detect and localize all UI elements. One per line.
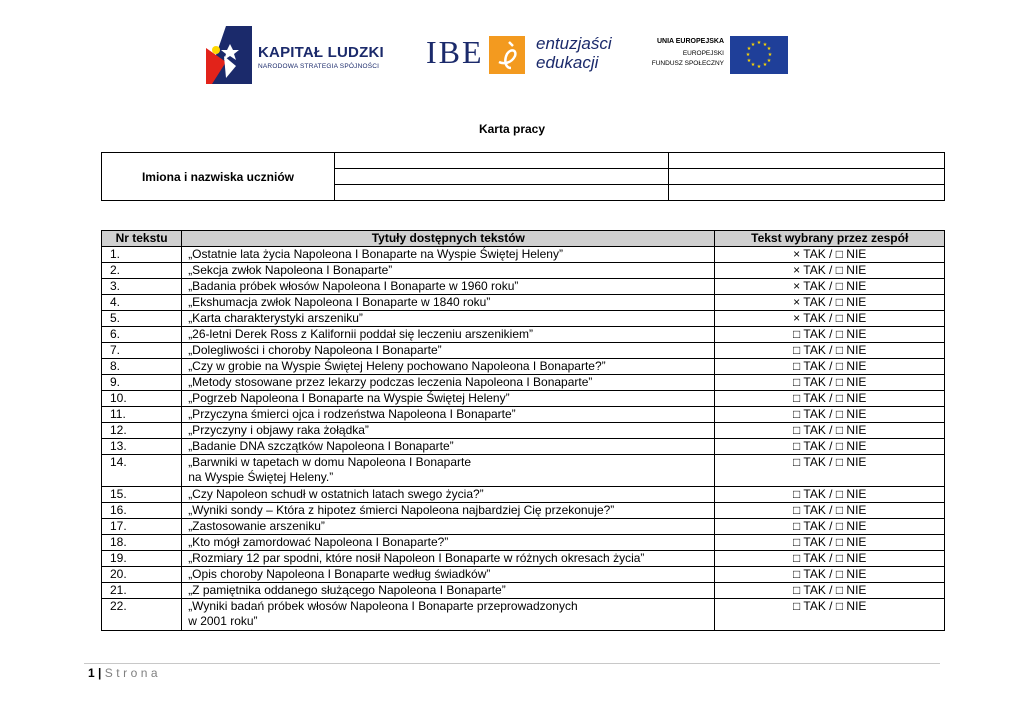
- svg-text:★: ★: [746, 46, 752, 52]
- footer-divider: [84, 663, 940, 664]
- text-title-line: „Karta charakterystyki arszeniku”: [188, 311, 363, 325]
- selection-checkbox[interactable]: □ TAK / □ NIE: [715, 551, 945, 567]
- text-title: [182, 279, 715, 295]
- svg-text:★: ★: [745, 52, 751, 58]
- text-title: [182, 391, 715, 407]
- table-row: [102, 295, 945, 311]
- text-title: [182, 455, 715, 487]
- svg-text:★: ★: [767, 52, 773, 58]
- text-title: [182, 407, 715, 423]
- text-number: 15.: [102, 487, 182, 503]
- svg-text:★: ★: [766, 58, 772, 64]
- selection-checkbox[interactable]: □ TAK / □ NIE: [715, 439, 945, 455]
- selection-checkbox[interactable]: □ TAK / □ NIE: [715, 599, 945, 631]
- text-title-line: „Przyczyna śmierci ojca i rodzeństwa Napoleona I Bonaparte”: [188, 407, 516, 421]
- texts-table: [101, 230, 945, 631]
- table-row: [102, 599, 945, 631]
- kapital-ludzki-logo: [206, 26, 396, 84]
- column-header-nr: Nr tekstu: [102, 231, 182, 247]
- text-title-line: „Kto mógł zamordować Napoleona I Bonaparte?”: [188, 535, 449, 549]
- eu-line-2: EUROPEJSKI: [682, 50, 724, 57]
- text-title-line: „Barwniki w tapetach w domu Napoleona I Bonaparte: [188, 455, 472, 469]
- text-title-line: „Przyczyny i objawy raka żołądka”: [188, 423, 369, 437]
- text-number: 5.: [102, 311, 182, 327]
- text-title-line: „Czy Napoleon schudł w ostatnich latach swego życia?”: [188, 487, 484, 501]
- table-row: [102, 567, 945, 583]
- table-row: [102, 455, 945, 487]
- table-row: [102, 423, 945, 439]
- text-title-line: w 2001 roku”: [188, 614, 258, 628]
- table-row: [102, 551, 945, 567]
- ibe-name: IBE: [426, 34, 484, 70]
- eu-logo: [644, 36, 790, 76]
- text-number: 11.: [102, 407, 182, 423]
- text-title-line: „Zastosowanie arszeniku”: [188, 519, 325, 533]
- text-title: [182, 567, 715, 583]
- selection-checkbox[interactable]: × TAK / □ NIE: [715, 263, 945, 279]
- text-title-line: „Ostatnie lata życia Napoleona I Bonaparte na Wyspie Świętej Heleny”: [188, 247, 563, 261]
- svg-text:★: ★: [756, 40, 762, 46]
- selection-checkbox[interactable]: □ TAK / □ NIE: [715, 567, 945, 583]
- text-title: [182, 375, 715, 391]
- text-title: [182, 503, 715, 519]
- text-number: 21.: [102, 583, 182, 599]
- text-title-line: „Pogrzeb Napoleona I Bonaparte na Wyspie Świętej Heleny”: [188, 391, 510, 405]
- student-name-cell[interactable]: [669, 153, 945, 169]
- footer-separator: |: [98, 666, 102, 680]
- text-title: [182, 439, 715, 455]
- text-title-line: „26-letni Derek Ross z Kalifornii poddał się leczeniu arszenikiem”: [188, 327, 533, 341]
- selection-checkbox[interactable]: □ TAK / □ NIE: [715, 327, 945, 343]
- text-title-line: „Wyniki badań próbek włosów Napoleona I Bonaparte przeprowadzonych: [188, 599, 578, 613]
- selection-checkbox[interactable]: □ TAK / □ NIE: [715, 391, 945, 407]
- text-title-line: „Dolegliwości i choroby Napoleona I Bonaparte”: [188, 343, 442, 357]
- kapital-ludzki-title: KAPITAŁ LUDZKI: [258, 44, 384, 61]
- text-title: [182, 599, 715, 631]
- table-row: [102, 535, 945, 551]
- text-title: [182, 535, 715, 551]
- text-number: 7.: [102, 343, 182, 359]
- table-row: [102, 311, 945, 327]
- column-header-selected: Tekst wybrany przez zespół: [715, 231, 945, 247]
- text-title: [182, 247, 715, 263]
- text-title-line: „Badania próbek włosów Napoleona I Bonaparte w 1960 roku”: [188, 279, 519, 293]
- text-title-line: na Wyspie Świętej Heleny.”: [188, 470, 334, 484]
- text-title: [182, 327, 715, 343]
- selection-checkbox[interactable]: □ TAK / □ NIE: [715, 343, 945, 359]
- svg-text:★: ★: [756, 64, 762, 70]
- text-number: 16.: [102, 503, 182, 519]
- students-label: Imiona i nazwiska uczniów: [102, 153, 335, 201]
- student-name-cell[interactable]: [669, 185, 945, 201]
- svg-text:★: ★: [762, 62, 768, 68]
- text-number: 3.: [102, 279, 182, 295]
- text-title: [182, 295, 715, 311]
- table-row: [102, 247, 945, 263]
- page-footer: [88, 666, 161, 680]
- text-title-line: „Z pamiętnika oddanego służącego Napoleona I Bonaparte”: [188, 583, 506, 597]
- text-number: 20.: [102, 567, 182, 583]
- table-row: [102, 519, 945, 535]
- ibe-logo: [426, 32, 616, 78]
- svg-text:★: ★: [750, 42, 756, 48]
- svg-text:★: ★: [746, 58, 752, 64]
- table-row: [102, 487, 945, 503]
- table-row: [102, 327, 945, 343]
- text-number: 17.: [102, 519, 182, 535]
- table-row: [102, 375, 945, 391]
- selection-checkbox[interactable]: □ TAK / □ NIE: [715, 375, 945, 391]
- svg-text:★: ★: [766, 46, 772, 52]
- page-number: 1: [88, 666, 95, 680]
- table-row: [102, 343, 945, 359]
- eu-line-1: UNIA EUROPEJSKA: [656, 38, 724, 45]
- footer-label: Strona: [104, 666, 162, 680]
- text-title-line: „Rozmiary 12 par spodni, które nosił Napoleon I Bonaparte w różnych okresach życia”: [188, 551, 645, 565]
- text-number: 18.: [102, 535, 182, 551]
- selection-checkbox[interactable]: × TAK / □ NIE: [715, 311, 945, 327]
- kapital-ludzki-emblem-icon: [206, 26, 252, 84]
- text-number: 9.: [102, 375, 182, 391]
- text-title: [182, 423, 715, 439]
- text-number: 22.: [102, 599, 182, 631]
- text-title: [182, 519, 715, 535]
- selection-checkbox[interactable]: □ TAK / □ NIE: [715, 359, 945, 375]
- eu-line-3: FUNDUSZ SPOŁECZNY: [651, 60, 724, 67]
- text-number: 13.: [102, 439, 182, 455]
- text-number: 14.: [102, 455, 182, 487]
- column-header-title: Tytuły dostępnych tekstów: [182, 231, 715, 247]
- ibe-tagline-1: entuzjaści: [536, 34, 612, 53]
- text-number: 1.: [102, 247, 182, 263]
- selection-checkbox[interactable]: □ TAK / □ NIE: [715, 519, 945, 535]
- table-row: [102, 359, 945, 375]
- student-name-cell[interactable]: [335, 153, 669, 169]
- page-title: Karta pracy: [478, 122, 546, 136]
- text-title: [182, 263, 715, 279]
- text-title: [182, 343, 715, 359]
- selection-checkbox[interactable]: × TAK / □ NIE: [715, 295, 945, 311]
- text-title-line: „Wyniki sondy – Która z hipotez śmierci Napoleona najbardziej Cię przekonuje?”: [188, 503, 615, 517]
- selection-checkbox[interactable]: □ TAK / □ NIE: [715, 535, 945, 551]
- text-title: [182, 311, 715, 327]
- kapital-ludzki-subtitle: NARODOWA STRATEGIA SPÓJNOŚCI: [258, 63, 380, 70]
- text-title-line: „Opis choroby Napoleona I Bonaparte według świadków”: [188, 567, 491, 581]
- text-title-line: „Badanie DNA szczątków Napoleona I Bonaparte”: [188, 439, 454, 453]
- text-title: [182, 583, 715, 599]
- svg-text:★: ★: [762, 42, 768, 48]
- text-title-line: „Sekcja zwłok Napoleona I Bonaparte”: [188, 263, 393, 277]
- ibe-mark-icon: [489, 36, 525, 74]
- text-title-line: „Metody stosowane przez lekarzy podczas leczenia Napoleona I Bonaparte”: [188, 375, 593, 389]
- text-number: 12.: [102, 423, 182, 439]
- selection-checkbox[interactable]: □ TAK / □ NIE: [715, 423, 945, 439]
- text-number: 10.: [102, 391, 182, 407]
- table-row: [102, 407, 945, 423]
- student-name-cell[interactable]: [669, 169, 945, 185]
- ibe-tagline-2: edukacji: [536, 53, 599, 72]
- eu-flag-icon: [730, 36, 788, 74]
- student-name-cell[interactable]: [335, 185, 669, 201]
- table-row: [102, 263, 945, 279]
- table-row: [102, 279, 945, 295]
- svg-text:★: ★: [750, 62, 756, 68]
- text-number: 4.: [102, 295, 182, 311]
- text-title-line: „Czy w grobie na Wyspie Świętej Heleny pochowano Napoleona I Bonaparte?”: [188, 359, 606, 373]
- table-row: [102, 583, 945, 599]
- selection-checkbox[interactable]: × TAK / □ NIE: [715, 279, 945, 295]
- students-table: [101, 152, 945, 201]
- text-number: 2.: [102, 263, 182, 279]
- text-title: [182, 551, 715, 567]
- text-title: [182, 359, 715, 375]
- text-title: [182, 487, 715, 503]
- text-number: 19.: [102, 551, 182, 567]
- selection-checkbox[interactable]: □ TAK / □ NIE: [715, 487, 945, 503]
- selection-checkbox[interactable]: × TAK / □ NIE: [715, 247, 945, 263]
- selection-checkbox[interactable]: □ TAK / □ NIE: [715, 407, 945, 423]
- table-row: [102, 439, 945, 455]
- selection-checkbox[interactable]: □ TAK / □ NIE: [715, 503, 945, 519]
- table-row: [102, 391, 945, 407]
- text-title-line: „Ekshumacja zwłok Napoleona I Bonaparte w 1840 roku”: [188, 295, 491, 309]
- text-number: 8.: [102, 359, 182, 375]
- student-name-cell[interactable]: [335, 169, 669, 185]
- selection-checkbox[interactable]: □ TAK / □ NIE: [715, 455, 945, 487]
- selection-checkbox[interactable]: □ TAK / □ NIE: [715, 583, 945, 599]
- text-number: 6.: [102, 327, 182, 343]
- table-row: [102, 503, 945, 519]
